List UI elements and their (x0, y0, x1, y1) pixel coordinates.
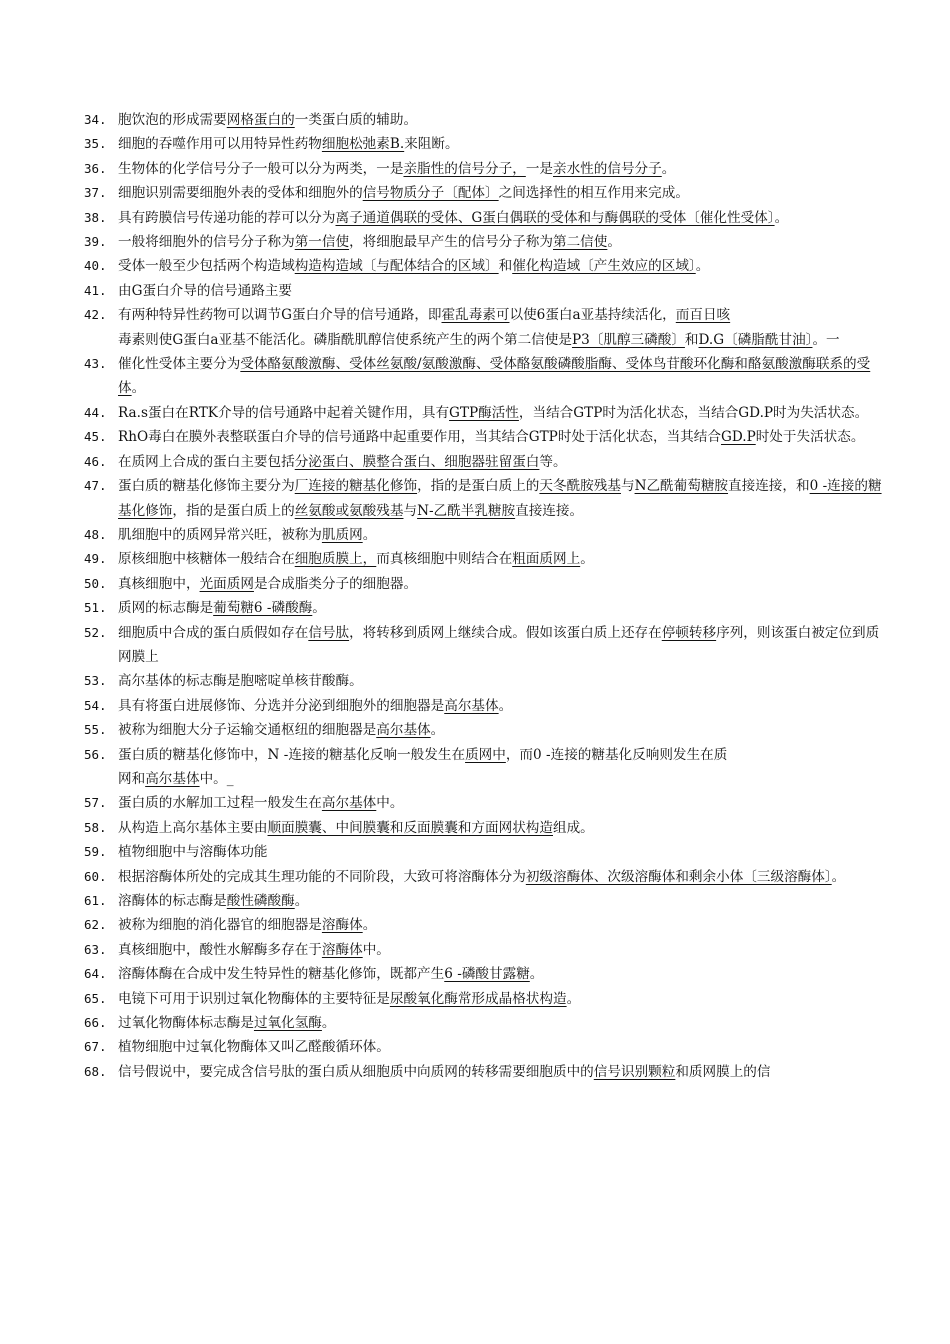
item-text (118, 572, 890, 596)
list-item (0, 669, 950, 693)
text-segment: 细胞质中合成的蛋白质假如存在 (118, 624, 309, 641)
text-segment: 毒素则使G蛋白a亚基不能活化。磷脂酰肌醇信使系统产生的两个第二信使是 (118, 331, 572, 348)
answer-text: 细胞质膜上， (294, 551, 377, 568)
item-text (118, 621, 890, 670)
text-segment: 细胞识别需要细胞外表的受体和细胞外的 (118, 185, 363, 202)
text-segment: 在质网上合成的蛋白主要包括 (118, 453, 295, 470)
text-segment: 电镜下可用于识别过氧化物酶体的主要特征是 (118, 990, 390, 1007)
item-number: 68. (84, 1063, 107, 1079)
text-segment: 质网的标志酶是 (118, 600, 214, 617)
list-item (0, 865, 950, 889)
text-segment: 蛋白质的糖基化修饰主要分为 (118, 478, 295, 495)
item-text (118, 157, 890, 181)
answer-text: 质网中 (465, 746, 506, 763)
text-segment: 真核细胞中，酸性水解酶多存在于 (118, 941, 322, 958)
answer-text: 0 -连接的糖基化修饰 (118, 478, 882, 519)
item-text (118, 303, 890, 352)
answer-text: 离子通道偶联的受体、G蛋白偶联的受体和与酶偶联的受体〔催化性受体〕 (335, 209, 775, 226)
text-segment: 蛋白质的水解加工过程一般发生在 (118, 795, 322, 812)
answer-text: 而百日咳 (675, 307, 731, 324)
list-item (0, 279, 950, 303)
item-number: 64. (84, 966, 107, 982)
list-item (0, 889, 950, 913)
answer-text: 第一信使 (294, 234, 350, 251)
text-segment: 。 (607, 234, 621, 251)
text-segment: 是合成脂类分子的细胞器。 (253, 575, 418, 592)
item-text (118, 401, 890, 425)
list-item (0, 303, 950, 352)
item-number: 56. (84, 746, 107, 762)
item-number: 57. (84, 795, 107, 811)
item-text (118, 1060, 890, 1084)
answer-text: 粗面质网上 (512, 551, 581, 568)
text-segment: 被称为细胞的消化器官的细胞器是 (118, 917, 322, 934)
list-item (0, 987, 950, 1011)
item-text (118, 279, 890, 303)
text-segment: ，当结合GTP时为活化状态，当结合GD.P时为失活状态。 (518, 404, 869, 421)
text-segment: 从构造上高尔基体主要由 (118, 819, 268, 836)
text-segment: 和 (498, 258, 513, 275)
answer-text: 溶酶体 (321, 941, 363, 958)
list-item (0, 816, 950, 840)
item-text (118, 474, 890, 523)
answer-text: 信号识别颗粒 (593, 1063, 676, 1080)
text-segment: 。 (321, 1015, 336, 1032)
list-item (0, 743, 950, 792)
text-segment: 和 (684, 331, 699, 348)
item-text (118, 254, 890, 278)
answer-text: 高尔基体 (321, 795, 377, 812)
answer-text: 信号肽 (308, 624, 350, 641)
answer-text: 第二信使 (553, 234, 608, 251)
text-segment: 。 (774, 209, 789, 226)
answer-text: 构造构造域〔与配体结合的区域〕 (294, 258, 499, 275)
text-segment: 等。 (539, 453, 567, 470)
answer-text: P3〔肌醇三磷酸〕 (571, 331, 685, 348)
text-segment: 。 (362, 917, 377, 934)
answer-text: 高尔基体 (145, 770, 200, 787)
document-page (0, 108, 950, 1084)
answer-text: 催化构造域〔产生效应的区域〕 (512, 258, 696, 275)
item-text (118, 596, 890, 620)
item-number: 51. (84, 600, 107, 616)
answer-text: 细胞松弛素B. (321, 136, 405, 153)
item-number: 53. (84, 673, 107, 689)
answer-text: 停顿转移 (661, 624, 717, 641)
item-number: 55. (84, 722, 107, 738)
item-text (118, 938, 890, 962)
text-segment: 。 (580, 551, 594, 568)
answer-text: 受体酪氨酸激酶、受体丝氨酸/氨酸激酶、受体酪氨酸磷酸脂酶、受体鸟苷酸环化酶和酪氨酸激酶联系的受体 (118, 356, 871, 397)
answer-text: 过氧化氢酶 (253, 1015, 322, 1032)
answer-text: 6 -磷酸甘露糖 (444, 966, 530, 983)
text-segment: ，而0 -连接的糖基化反响则发生在质 (505, 746, 728, 763)
list-item (0, 694, 950, 718)
item-text (118, 865, 890, 889)
item-text (118, 425, 890, 449)
item-text (118, 450, 890, 474)
item-text (118, 108, 890, 132)
text-segment: 和质网膜上的信 (675, 1063, 771, 1080)
answer-text: 分泌蛋白、膜整合蛋白、细胞器驻留蛋白 (294, 453, 540, 470)
text-segment: 直接连接，和 (728, 478, 810, 495)
text-segment: 受体一般至少包括两个构造域 (118, 258, 295, 275)
item-number: 54. (84, 697, 107, 713)
item-number: 43. (84, 356, 107, 372)
item-text (118, 987, 890, 1011)
answer-text: N乙酰葡萄糖胺 (634, 478, 729, 495)
answer-text: 网格蛋白的 (226, 112, 295, 128)
text-segment: Ra.s蛋白在RTK介导的信号通路中起着关键作用，具有 (118, 404, 450, 421)
answer-text: 丝氨酸或氨酸残基 (294, 502, 404, 519)
item-text (118, 694, 890, 718)
list-item (0, 840, 950, 864)
list-item (0, 254, 950, 278)
list-item (0, 547, 950, 571)
text-segment: 。一 (812, 331, 840, 348)
text-segment: 根据溶酶体所处的完成其生理功能的不同阶段，大致可将溶酶体分为 (118, 868, 526, 885)
item-number: 48. (84, 526, 107, 542)
item-text (118, 132, 890, 156)
text-segment: 信号假说中，要完成含信号肽的蛋白质从细胞质中向质网的转移需要细胞质中的 (118, 1063, 594, 1080)
text-segment: 。 (498, 697, 513, 714)
item-text (118, 816, 890, 840)
item-number: 52. (84, 624, 107, 640)
text-segment: 真核细胞中， (118, 575, 200, 592)
answer-text: 亲脂性的信号分子， (403, 160, 526, 177)
list-item (0, 425, 950, 449)
item-text (118, 1011, 890, 1035)
text-segment: 具有跨膜信号传递功能的荐可以分为 (118, 209, 336, 226)
item-number: 34. (84, 112, 107, 127)
item-text (118, 913, 890, 937)
list-item (0, 962, 950, 986)
list-item (0, 523, 950, 547)
list-item (0, 450, 950, 474)
item-text (118, 181, 890, 205)
list-item (0, 132, 950, 156)
answer-text: 厂连接的糖基化修饰 (294, 478, 418, 495)
item-number: 50. (84, 575, 107, 591)
item-text (118, 962, 890, 986)
answer-text: GTP酶活性 (449, 404, 519, 421)
text-segment: 来阻断。 (404, 136, 459, 153)
text-segment: 直接连接。 (515, 502, 584, 519)
text-segment: 溶酶体酶在合成中发生特异性的糖基化修饰，既都产生 (118, 966, 445, 983)
text-segment: 被称为细胞大分子运输交通枢纽的细胞器是 (118, 722, 377, 739)
list-item (0, 1011, 950, 1035)
text-segment: 。 (661, 160, 676, 177)
text-segment: 溶酶体的标志酶是 (118, 893, 227, 909)
item-text (118, 840, 890, 864)
list-item (0, 572, 950, 596)
text-segment: 。 (529, 966, 544, 983)
text-segment: 一般将细胞外的信号分子称为 (118, 234, 295, 251)
text-segment: 有两种特异性药物可以调节G蛋白介导的信号通路，即 (118, 307, 442, 324)
text-segment: 一类蛋白质的辅助。 (294, 112, 418, 128)
text-segment: 一是 (525, 160, 553, 177)
list-item (0, 791, 950, 815)
text-segment: ，将转移到质网上继续合成。假如该蛋白质上还存在 (349, 624, 662, 641)
answer-text: 尿酸氧化酶常形成晶格状构造 (389, 990, 567, 1007)
text-segment: 与 (620, 478, 635, 495)
item-text (118, 889, 890, 913)
item-number: 40. (84, 258, 107, 274)
answer-text: 信号物质分子〔配体〕 (362, 185, 499, 202)
answer-text: D.G〔磷脂酰甘油〕 (698, 331, 813, 348)
item-text (118, 791, 890, 815)
text-segment: 胞饮泡的形成需要 (118, 112, 227, 128)
list-item (0, 401, 950, 425)
item-number: 45. (84, 429, 107, 445)
item-number: 44. (84, 404, 107, 420)
text-segment: 具有将蛋白进展修饰、分选并分泌到细胞外的细胞器是 (118, 697, 445, 714)
text-segment: 原核细胞中核糖体一般结合在 (118, 551, 295, 568)
item-text (118, 743, 890, 792)
item-number: 60. (84, 868, 107, 884)
text-segment: ，指的是蛋白质上的 (417, 478, 540, 495)
list-item (0, 181, 950, 205)
answer-text: 溶酶体 (321, 917, 363, 934)
text-segment: 。 (312, 600, 326, 617)
answer-text: 顺面膜囊、中间膜囊和反面膜囊和方面网状构造 (267, 819, 553, 836)
list-item (0, 206, 950, 230)
item-number: 59. (84, 844, 107, 860)
list-item (0, 157, 950, 181)
text-segment: 之间选择性的相互作用来完成。 (498, 185, 689, 202)
item-text (118, 523, 890, 547)
item-number: 62. (84, 917, 107, 933)
item-number: 39. (84, 234, 107, 250)
item-number: 66. (84, 1015, 107, 1031)
list-item (0, 621, 950, 670)
text-segment: 细胞的吞噬作用可以用特异性药物 (118, 136, 322, 153)
text-segment: 中。 (376, 795, 404, 812)
answer-text: 亲水性的信号分子 (553, 160, 662, 177)
item-number: 37. (84, 185, 107, 201)
text-segment: 过氧化物酶体标志酶是 (118, 1015, 254, 1032)
list-item (0, 938, 950, 962)
text-segment: 。 (430, 722, 445, 739)
item-text (118, 547, 890, 571)
text-segment: 序列，则该蛋白被定位到质网膜上 (118, 624, 880, 665)
text-segment: 肌细胞中的质网异常兴旺，被称为 (118, 526, 322, 543)
item-text (118, 352, 890, 401)
item-number: 41. (84, 282, 107, 298)
list-item (0, 913, 950, 937)
item-text (118, 669, 890, 693)
text-segment: 以使6蛋白a亚基持续活化， (509, 307, 676, 324)
list-item (0, 230, 950, 254)
item-number: 35. (84, 136, 107, 152)
list-item (0, 474, 950, 523)
list-item (0, 1060, 950, 1084)
text-segment: ，将细胞最早产生的信号分子称为 (349, 234, 553, 251)
item-number: 58. (84, 819, 107, 835)
answer-text: 霍乱毒素可 (441, 307, 510, 324)
text-segment: 而真核细胞中则结合在 (376, 551, 513, 568)
text-segment: 与 (403, 502, 418, 519)
text-segment: 时处于失活状态。 (755, 429, 865, 446)
text-segment: RhO毒白在膜外表整联蛋白介导的信号通路中起重要作用，当其结合GTP时处于活化状态，当其结合 (118, 429, 721, 446)
text-segment: 高尔基体的标志酶是胞嘧啶单核苷酸酶。 (118, 673, 363, 690)
answer-text: 天冬酰胺残基 (539, 478, 621, 495)
answer-text: 光面质网 (199, 575, 254, 592)
list-item (0, 718, 950, 742)
item-text (118, 230, 890, 254)
text-segment: 蛋白质的糖基化修饰中，N -连接的糖基化反响一般发生在 (118, 746, 466, 763)
text-segment: 中。 (362, 941, 390, 958)
item-number: 36. (84, 160, 107, 176)
text-segment: ，指的是蛋白质上的 (172, 502, 295, 519)
answer-text: 肌质网 (321, 526, 363, 543)
answer-text: 高尔基体 (376, 722, 431, 739)
text-segment: 植物细胞中与溶酶体功能 (118, 844, 268, 861)
answer-text: 初级溶酶体、次级溶酶体和剩余小体〔三级溶酶体〕 (525, 868, 832, 885)
text-segment: 。 (131, 380, 146, 397)
text-segment: 。 (566, 990, 581, 1007)
text-segment: 植物细胞中过氧化物酶体又叫乙醛酸循环体。 (118, 1039, 390, 1056)
item-text (118, 718, 890, 742)
item-number: 49. (84, 551, 107, 567)
text-segment: 。 (695, 258, 710, 275)
list-item (0, 1035, 950, 1059)
item-number: 65. (84, 990, 107, 1006)
text-segment: 。 (362, 526, 377, 543)
text-segment: 由G蛋白介导的信号通路主要 (118, 282, 292, 299)
text-segment: 。 (831, 868, 846, 885)
item-number: 67. (84, 1039, 107, 1055)
list-item (0, 108, 950, 132)
text-segment: 生物体的化学信号分子一般可以分为两类，一是 (118, 160, 404, 177)
answer-text: GD.P (720, 429, 756, 446)
item-text (118, 1035, 890, 1059)
item-text (118, 206, 890, 230)
answer-text: 葡萄糖6 -磷酸酶 (213, 600, 313, 617)
item-number: 38. (84, 209, 107, 225)
item-number: 46. (84, 453, 107, 469)
item-number: 47. (84, 478, 107, 494)
text-segment: 网和 (118, 770, 146, 787)
item-number: 42. (84, 307, 107, 323)
text-segment: 中。_ (199, 770, 234, 787)
item-number: 61. (84, 893, 107, 908)
answer-text: 酸性磷酸酶 (226, 893, 295, 909)
list-item (0, 352, 950, 401)
answer-text: N-乙酰半乳糖胺 (417, 502, 516, 519)
text-segment: 组成。 (553, 819, 594, 836)
text-segment: 。 (294, 893, 309, 909)
text-segment: 催化性受体主要分为 (118, 356, 241, 373)
answer-text: 高尔基体 (444, 697, 499, 714)
list-item (0, 596, 950, 620)
item-number: 63. (84, 941, 107, 957)
